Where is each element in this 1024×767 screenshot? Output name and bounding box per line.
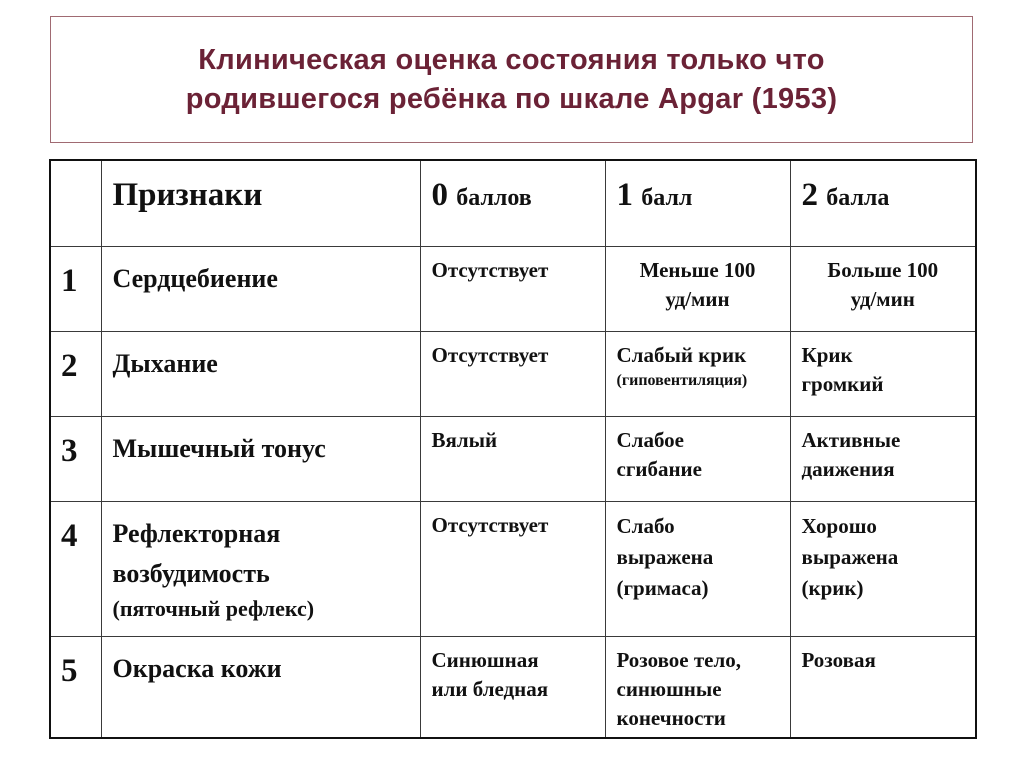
header-sign: Признаки	[101, 160, 420, 246]
table-row	[50, 501, 976, 636]
score-0-value: Отсутствует	[420, 501, 605, 636]
title-line-1: Клиническая оценка состояния только что	[198, 43, 825, 76]
header-score-0: 0 баллов	[420, 160, 605, 246]
score-2-value: Розовая	[790, 636, 976, 738]
score-0-value: Синюшная или бледная	[420, 636, 605, 738]
title-line-2: родившегося ребёнка по шкале Apgar (1953)	[185, 82, 838, 115]
slide-title	[50, 16, 973, 143]
score-1-value: Меньше 100 уд/мин	[605, 246, 790, 331]
score-0-value: Отсутствует	[420, 331, 605, 416]
score-0-value: Вялый	[420, 416, 605, 501]
table-row	[50, 416, 976, 501]
row-number: 2	[50, 331, 101, 416]
score-1-note: (гиповентиляция)	[616, 371, 748, 389]
score-1-value: Слабый крик (гиповентиляция)	[605, 331, 790, 416]
score-1-value: Слабое сгибание	[605, 416, 790, 501]
score-1-value: Розовое тело, синюшные конечности	[605, 636, 790, 738]
row-sign: Дыхание	[101, 331, 420, 416]
apgar-table	[49, 159, 977, 739]
table-header-row	[50, 160, 976, 246]
row-number: 3	[50, 416, 101, 501]
score-2-value: Активные даижения	[790, 416, 976, 501]
header-num-cell	[50, 160, 101, 246]
score-2-value: Крик громкий	[790, 331, 976, 416]
table-row	[50, 331, 976, 416]
row-number: 4	[50, 501, 101, 636]
row-sign: Рефлекторная возбудимость (пяточный рефлекс)	[101, 501, 420, 636]
score-1-value: Слабо выражена (гримаса)	[605, 501, 790, 636]
row-number: 1	[50, 246, 101, 331]
row-sign: Мышечный тонус	[101, 416, 420, 501]
score-0-value: Отсутствует	[420, 246, 605, 331]
score-2-value: Больше 100 уд/мин	[790, 246, 976, 331]
table-row	[50, 636, 976, 738]
score-2-value: Хорошо выражена (крик)	[790, 501, 976, 636]
row-sign-note: (пяточный рефлекс)	[112, 595, 315, 621]
row-sign: Окраска кожи	[101, 636, 420, 738]
header-score-1: 1 балл	[605, 160, 790, 246]
table-row	[50, 246, 976, 331]
header-score-2: 2 балла	[790, 160, 976, 246]
row-sign: Сердцебиение	[101, 246, 420, 331]
row-number: 5	[50, 636, 101, 738]
